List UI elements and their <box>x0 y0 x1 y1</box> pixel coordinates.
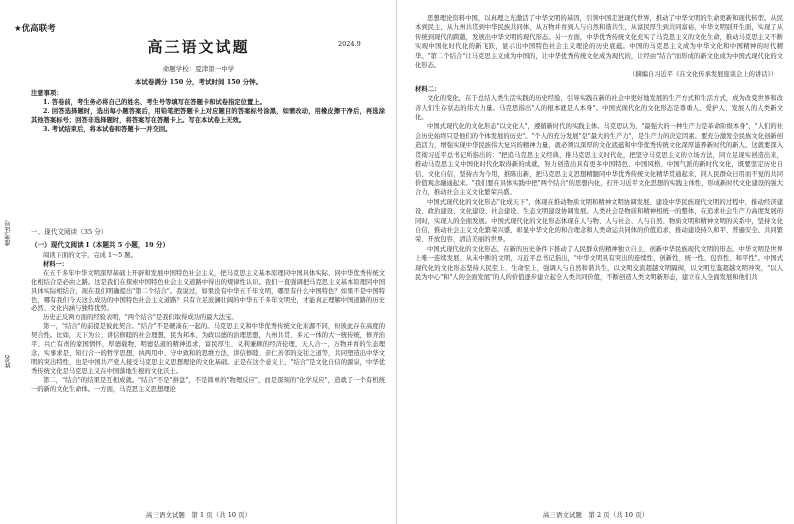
body-paragraph: 文化的变化，在于总结人类生活实践的历史经验，引导实践在新的社会中更好地发展的生产方式和生活方式，成为改变世界和改善人们生存状态的伟大力量。马克思指出"人的根本就是人本身"。中国式现代化的文化形态是尊重人、爱护人、发展人的人类新文化。 <box>415 95 783 122</box>
material-label: 材料一： <box>43 260 69 268</box>
exam-date: 2024.9 <box>338 40 361 48</box>
binding-exam-number-label: 准考证号 <box>4 220 12 246</box>
score-time: 本试卷满分 150 分，考试时间 150 分钟。 <box>134 78 263 86</box>
page-footer: 高三语文试题 第 2 页（共 10 页） <box>542 511 649 519</box>
body-paragraph: 中国式现代化的文化形态"以文化人"，遵循新时代的实践主体。马克思认为，"最强大的一种生产力是革命阶级本身"，"人们的社会历史始终只是他们的个体发展的历史"。"个人的充分发展"是"最大的生产力"，是生产力的决定因素。要充分激发全民族文化创新创造活力，增强实现中华民族伟大复兴的精神力量，就必须以深厚的文化底蕴和中华优秀传统文化深厚滋养新时代的新人。这就要深入贯彻习近平总书记所指出的："把追马克思主义经典、推马克思主义时代化，把坚守马克思主义的立场方法，同立足现实创造出来，推动马克思主义中国化时代化取得新的成就，努力创造出具有更多中国特色、中国风格、中国气派的新时代文化，既要坚定历史自信、文化自信，坚持古为今用，推陈出新，把马克思主义思想精髓同中华优秀传统文化精华贯通起来，同人民群众日用而不觉的共同价值观念融通起来。"我们要在具体实践中把"两个结合"的思想内化，打开习近平文化思想的实践主体性，形成新时代文化建设的强大合力，推动社会主义文化繁荣兴盛。 <box>415 123 783 197</box>
body-paragraph: 中国式现代化的文化形态，在新的历史条件下推动了人民群众的精神独立自主，创新中华民族现代文明的形态。中华文明是世界上唯一连续发展、从未中断的文明，习近平总书记指出，"中华文明具有突出的连续性、创新性、统一性、包容性、和平性"。中国式现代化的文化形态坚持人民至上、生命至上，强调人与自然和谐共生，以文明交流超越文明隔阂，以文明互鉴超越文明冲突，"以人民为中心"和"人的全面发展"的人的价值逐步建立起全人类共同价值，不断创造人类文明新形态，建立在人全面发展和他们共 <box>415 245 783 281</box>
exam-tag: ★优高联考 <box>14 24 56 34</box>
note-item: 3. 考试结束后，将本试卷和答题卡一并交回。 <box>43 125 172 133</box>
citation: （摘编自习近平《在文化传承发展座谈会上的讲话》） <box>629 71 777 79</box>
page-title: 高三语文试题 <box>147 38 250 56</box>
reading-instruction: 阅读下面的文字，完成 1～5 题。 <box>43 252 137 259</box>
part-heading: （一）现代文阅读 I（本题共 5 小题，19 分） <box>31 241 170 249</box>
body-paragraph: 在五千多年中华文明深厚基础上开辟和发展中国特色社会主义，把马克思主义基本原理同中国具体实际、同中华优秀传统文化相结合是必由之路。这是我们在探索中国特色社会主义道路中得出的规律性认识。我们一直强调把马克思主义基本原理同中国具体实际相结合，现在我们明确提出"第二个结合"。我说过，如果没有中华五千年文明，哪里有什么中国特色？如果不是中国特色，哪有我们今天这么成功的中国特色社会主义道路？只有立足波澜壮阔的中华五千多年文明史，才能真正理解中国道路的历史必然、文化内涵与独特优势。 <box>31 269 385 313</box>
body-paragraph: 历史正反两方面的经验表明，"两个结合"是我们取得成功的最大法宝。 <box>43 314 238 322</box>
body-paragraph: 思想理论资料中国，以真理之光激活了中华文明的基因，引领中国走进现代世界，推动了中华文明的生命更新和现代转型。从民本到民主，从九州共贯到中华民族共同体，从万物并育到人与自然和谐共生，从富民厚生到共同富裕，中华文明别开生面，实现了从传统到现代的跨越，发展出中华文明的现代形态。另一方面，中华优秀传统文化充实了马克思主义的文化生命，推动马克思主义不断实现中国化时代化的新飞跃，显示出中国特色社会主义理论的历史底蕴。中国的马克思主义成为中华文化和中国精神的时代精华。"第二个结合"让马克思主义成为中国的，让中华优秀传统文化成为现代的，让经由"结合"而形成的新文化成为中国式现代化的文化形态。 <box>415 15 783 70</box>
note-item: 1. 答卷前，考生务必将自己的姓名、考生号等填写在答题卡和试卷指定位置上。 <box>43 98 266 106</box>
section-heading: 一、现代文阅读（35 分） <box>31 228 108 236</box>
page-footer: 高三语文试题 第 1 页（共 10 页） <box>145 511 252 519</box>
proposer-school: 命题学校：夏津第一中学 <box>162 65 235 73</box>
notes-block <box>31 90 385 135</box>
body-paragraph: 第一，"结合"的前提是彼此契合。"结合"不是硬凑在一起的。马克思主义和中华优秀传统文化来源不同，但彼此存在高度的契合性。比如，天下为公、讲信修睦的社会理想，民为邦本、为政以德的治理思想，九州共贯、多元一体的大一统传统，修齐治平、兴亡有责的家国情怀，厚德载物、明德弘道的精神追求，富民厚生、义利兼顾的经济伦理，天人合一、万物并育的生态理念，实事求是、知行合一的哲学思想，执两用中、守中致和的思维方法，讲信修睦、亲仁善邻的交往之道等，共同塑造出中华文明的突出特性，也是中国共产党人接受马克思主义思想理论的文化基础。正是在这个意义上，"结合"是文化自信的源泉，中华优秀传统文化是马克思主义在中国落地生根的文化沃土。 <box>31 323 385 375</box>
material-label: 材料二： <box>415 85 441 93</box>
body-paragraph: 中国式现代化的文化形态"化成天下"，体现在推动物质文明和精神文明协调发展、建设中华民族现代文明的过程中，推动经济建设、政治建设、文化建设、社会建设、生态文明建设协调发展。人类社会是物质和精神相统一的整体，在追求社会生产力高度发展的同时，实现人的全面发展。中国式现代化的文化形态体现在人与物、人与社会、人与自然、物质文明和精神文明的关系中，坚持文化自信，推动社会主义文化繁荣兴盛，彰显中华文化的和合理念和人类命运共同体的价值追求，推动建设持久和平、普遍安全、共同繁荣、开放包容、清洁美丽的世界。 <box>415 198 783 244</box>
right-text-block <box>415 14 783 282</box>
section-block <box>31 226 385 395</box>
page-2 <box>397 0 794 524</box>
binding-name-label: 姓名 <box>4 355 12 368</box>
body-paragraph: 第二，"结合"的结果是互相成就。"结合"不是"拼盘"，不是简单的"物理反应"，而是深刻的"化学反应"，造就了一个有机统一的新的文化生命体。一方面，马克思主义思想理论 <box>31 376 385 393</box>
notes-title: 注意事项： <box>31 90 63 97</box>
note-item: 2. 回答选择题时，选出每小题答案后，用铅笔把答题卡上对应题目的答案标号涂黑，如需改动，用橡皮擦干净后，再选涂其他答案标号；回答非选择题时，将答案写在答题卡上。写在本试卷上无效。 <box>31 107 385 124</box>
